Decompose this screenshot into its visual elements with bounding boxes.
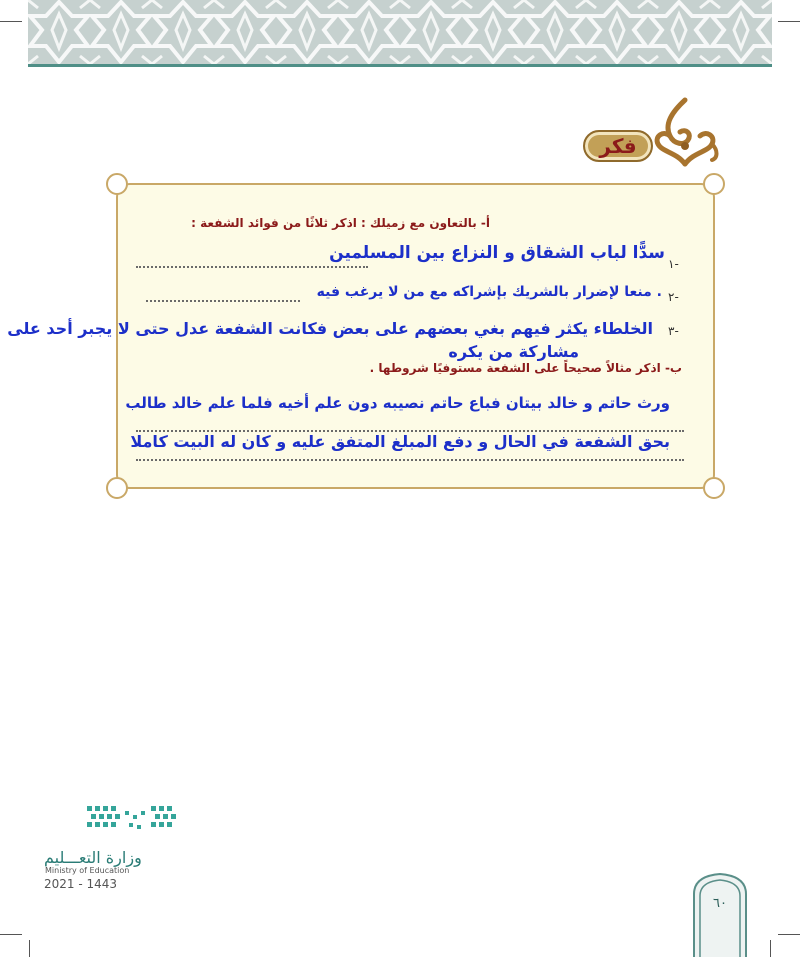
think-badge	[583, 130, 653, 162]
edition-year: 2021 - 1443	[44, 877, 118, 891]
crop-mark	[0, 21, 22, 22]
ministry-name-arabic: وزارة التعـــليم	[44, 848, 142, 867]
answer-b-line-1: ورث حاتم و خالد بيتان فباع حاتم نصيبه دون علم أخيه فلما علم خالد طالب	[125, 394, 670, 412]
arabesque-ornament-icon	[650, 96, 720, 168]
answer-1: سدًّا لباب الشقاق و النزاع بين المسلمين	[329, 243, 665, 263]
section-a-heading: أ- بالتعاون مع زميلك : اذكر ثلاثًا من فوائد الشفعة :	[191, 216, 490, 230]
think-label: فكر	[599, 134, 637, 158]
box-corner	[106, 477, 128, 499]
answer-line	[136, 266, 368, 268]
crop-mark	[778, 21, 800, 22]
section-b-heading: ب- اذكر مثالاً صحيحاً على الشفعة مستوفيًا شروطها .	[369, 361, 682, 375]
item-number: ٣-	[668, 324, 679, 338]
page-number: ٦٠	[713, 896, 727, 911]
box-corner	[106, 173, 128, 195]
crop-mark	[29, 940, 30, 957]
crop-mark	[0, 934, 22, 935]
page-number-tab	[690, 872, 750, 957]
answer-line	[136, 459, 684, 461]
answer-line	[146, 300, 300, 302]
crop-mark	[778, 934, 800, 935]
box-corner	[703, 173, 725, 195]
ministry-name-english: Ministry of Education	[45, 866, 130, 875]
answer-3-line-1: الخلطاء يكثر فيهم بغي بعضهم على بعض فكانت الشفعة عدل حتى لا يجبر أحد على	[7, 319, 653, 338]
header-pattern	[28, 0, 772, 64]
item-number: ٢-	[668, 290, 679, 304]
answer-3-line-2: مشاركة من يكره	[448, 342, 579, 361]
crop-mark	[770, 940, 771, 957]
header-rule	[28, 64, 772, 67]
answer-b-line-2: بحق الشفعة في الحال و دفع المبلغ المتفق عليه و كان له البيت كاملا	[130, 432, 670, 451]
box-corner	[703, 477, 725, 499]
item-number: ١-	[668, 257, 679, 271]
answer-2: . منعا لإضرار بالشريك بإشراكه مع من لا يرغب فيه	[316, 284, 662, 300]
ministry-logo-icon	[85, 803, 181, 839]
